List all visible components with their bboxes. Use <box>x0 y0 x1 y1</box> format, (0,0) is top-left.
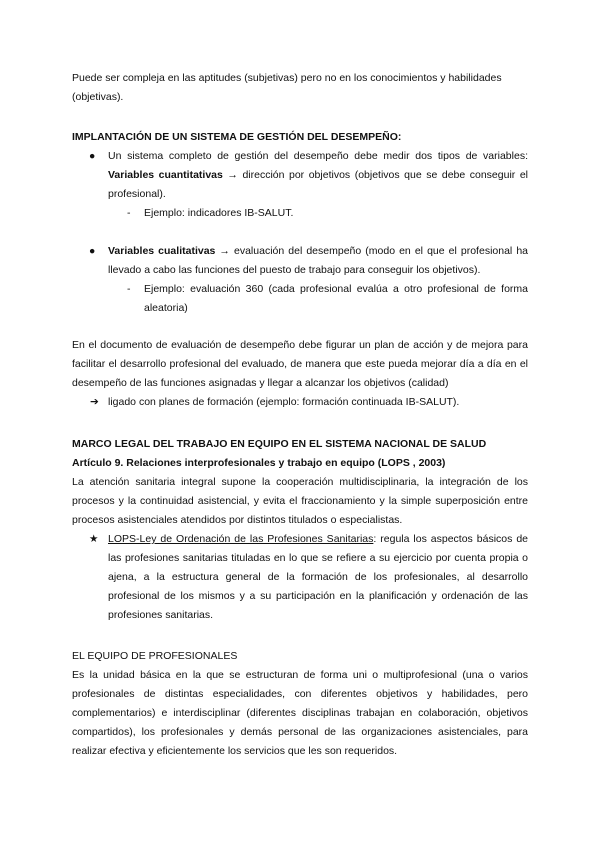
section-heading-marco-legal: MARCO LEGAL DEL TRABAJO EN EQUIPO EN EL SISTEMA NACIONAL DE SALUD <box>72 438 487 450</box>
star-icon: ★ <box>89 533 99 545</box>
arrow-item <box>72 393 528 412</box>
sub-list-item <box>72 204 528 223</box>
bullet-lead-text: Un sistema completo de gestión del desempeño debe medir dos tipos de variables: <box>108 150 528 162</box>
intro-paragraph: Puede ser compleja en las aptitudes (subjetivas) pero no en los conocimientos y habilidades (objetivas). <box>72 72 502 103</box>
sub-list-item <box>72 280 528 318</box>
evaluation-paragraph: En el documento de evaluación de desempeño debe figurar un plan de acción y de mejora para facilitar el desarrollo profesional del evaluado, de manera que este pueda mejorar día a día en el desempeño de las funciones asignadas y llegar a alcanzar los objetivos (calidad) <box>72 339 528 389</box>
arrow-item-text: ligado con planes de formación (ejemplo: formación continuada IB-SALUT). <box>108 396 460 408</box>
dash-icon: - <box>127 207 131 219</box>
sub-item-text: Ejemplo: evaluación 360 (cada profesional evalúa a otro profesional de forma aleatoria) <box>144 283 528 314</box>
star-item-text: : regula los aspectos básicos de las profesiones sanitarias tituladas en lo que se refiere a su ejercicio por cuenta propia o ajena, a la estructura general de la formación de los profesionales, al desarrollo profesional de los mismos y a su participación en la planificación y ordenación de las profesiones sanitarias. <box>108 533 529 621</box>
list-item <box>72 242 528 280</box>
arrow-right-icon: ➔ <box>90 396 99 408</box>
lops-link[interactable]: LOPS-Ley de Ordenación de las Profesiones Sanitarias <box>108 533 374 545</box>
bullet-icon: ● <box>89 150 96 162</box>
dash-icon: - <box>127 283 131 295</box>
spacer <box>72 223 528 242</box>
article-subheading: Artículo 9. Relaciones interprofesionales y trabajo en equipo (LOPS , 2003) <box>72 457 446 469</box>
term-cuantitativas: Variables cuantitativas <box>108 169 223 181</box>
bullet-icon: ● <box>89 245 96 257</box>
variables-list <box>72 147 528 318</box>
section-heading-desempeno: IMPLANTACIÓN DE UN SISTEMA DE GESTIÓN DEL DESEMPEÑO: <box>72 131 402 143</box>
article-paragraph: La atención sanitaria integral supone la cooperación multidisciplinaria, la integración de los procesos y la continuidad asistencial, y evita el fraccionamiento y la simple superposición entre procesos asistenciales atendidos por distintos titulados o especialistas. <box>72 476 528 526</box>
list-item <box>72 147 528 204</box>
bullet-rest-text: → dirección por objetivos (objetivos que se debe conseguir el profesional). <box>108 169 528 200</box>
bullet-rest-text: → evaluación del desempeño (modo en el que el profesional ha llevado a cabo las funciones del puesto de trabajo para conseguir los objetivos). <box>108 245 528 276</box>
document-page <box>72 69 528 761</box>
equipo-paragraph: Es la unidad básica en la que se estructuran de forma uni o multiprofesional (una o varios profesionales de distintas especialidades, con diferentes objetivos y habilidades, pero complementarios) e interdisciplinar (diferentes disciplinas trabajan en colaboración, objetivos compartidos), los profesionales y demás personal de las organizaciones asistenciales, para realizar efectiva y eficientemente los servicios que les son requeridos. <box>72 669 528 757</box>
section-heading-equipo: EL EQUIPO DE PROFESIONALES <box>72 650 238 662</box>
term-cualitativas: Variables cualitativas <box>108 245 216 257</box>
sub-item-text: Ejemplo: indicadores IB-SALUT. <box>144 207 294 219</box>
star-item <box>72 530 528 625</box>
